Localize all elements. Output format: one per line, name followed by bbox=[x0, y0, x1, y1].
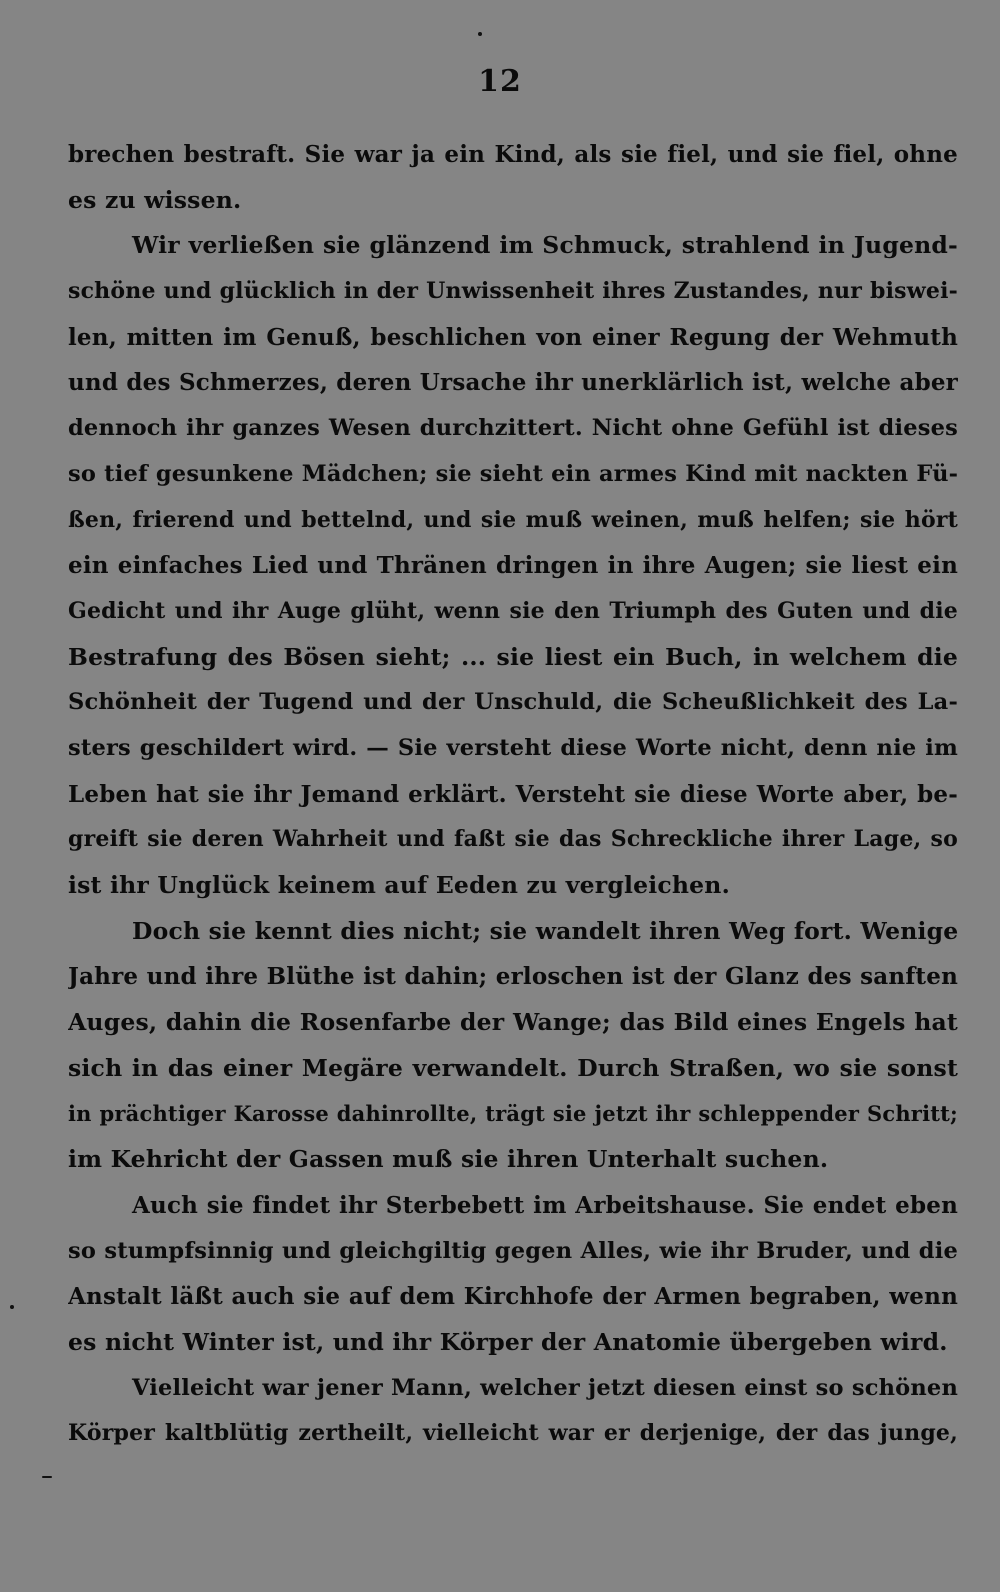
ink-speck bbox=[42, 1476, 52, 1478]
text-line: Schönheit der Tugend und der Unschuld, die Scheußlichkeit des La- bbox=[68, 689, 958, 716]
text-line: im Kehricht der Gassen muß sie ihren Unterhalt suchen. bbox=[68, 1145, 829, 1174]
text-line: so tief gesunkene Mädchen; sie sieht ein armes Kind mit nackten Fü- bbox=[68, 460, 958, 487]
text-line: Vielleicht war jener Mann, welcher jetzt diesen einst so schönen bbox=[132, 1374, 958, 1401]
text-line: Doch sie kennt dies nicht; sie wandelt ihren Weg fort. Wenige bbox=[132, 916, 958, 945]
ink-speck bbox=[10, 1305, 14, 1309]
text-line: Anstalt läßt auch sie auf dem Kirchhofe der Armen begraben, wenn bbox=[68, 1283, 958, 1311]
text-line: Gedicht und ihr Auge glüht, wenn sie den Triumph des Guten und die bbox=[68, 597, 958, 624]
text-line: brechen bestraft. Sie war ja ein Kind, als sie fiel, und sie fiel, ohne bbox=[68, 141, 958, 168]
text-line: Körper kaltblütig zertheilt, vielleicht war er derjenige, der das junge, bbox=[68, 1420, 958, 1447]
text-line: es zu wissen. bbox=[68, 185, 242, 214]
text-line: in prächtiger Karosse dahinrollte, trägt sie jetzt ihr schleppender Schritt; bbox=[68, 1101, 958, 1127]
text-line: Bestrafung des Bösen sieht; ... sie liest ein Buch, in welchem die bbox=[68, 642, 958, 671]
text-line: sich in das einer Megäre verwandelt. Durch Straßen, wo sie sonst bbox=[68, 1053, 958, 1082]
text-line: sters geschildert wird. — Sie versteht diese Worte nicht, denn nie im bbox=[68, 734, 958, 761]
text-line: dennoch ihr ganzes Wesen durchzittert. Nicht ohne Gefühl ist dieses bbox=[68, 415, 958, 442]
text-line: Wir verließen sie glänzend im Schmuck, strahlend in Jugend- bbox=[132, 231, 958, 260]
text-line: schöne und glücklich in der Unwissenheit ihres Zustandes, nur biswei- bbox=[68, 278, 958, 305]
text-line: Auch sie findet ihr Sterbebett im Arbeitshause. Sie endet eben bbox=[132, 1191, 958, 1219]
text-line: Auges, dahin die Rosenfarbe der Wange; das Bild eines Engels hat bbox=[68, 1008, 958, 1037]
text-line: ist ihr Unglück keinem auf Eeden zu vergleichen. bbox=[68, 871, 730, 899]
page-number: 12 bbox=[478, 64, 522, 99]
text-line: Leben hat sie ihr Jemand erklärt. Versteht sie diese Worte aber, be- bbox=[68, 780, 958, 808]
text-line: ein einfaches Lied und Thränen dringen in ihre Augen; sie liest ein bbox=[68, 552, 958, 580]
text-line: so stumpfsinnig und gleichgiltig gegen Alles, wie ihr Bruder, und die bbox=[68, 1237, 958, 1264]
text-line: len, mitten im Genuß, beschlichen von einer Regung der Wehmuth bbox=[68, 323, 958, 351]
text-line: und des Schmerzes, deren Ursache ihr unerklärlich ist, welche aber bbox=[68, 369, 958, 397]
text-line: ßen, frierend und bettelnd, und sie muß weinen, muß helfen; sie hört bbox=[68, 506, 958, 533]
ink-speck bbox=[478, 32, 482, 36]
text-line: Jahre und ihre Blüthe ist dahin; erloschen ist der Glanz des sanften bbox=[68, 963, 958, 991]
text-line: greift sie deren Wahrheit und faßt sie das Schreckliche ihrer Lage, so bbox=[68, 826, 958, 853]
body-text bbox=[68, 132, 958, 1457]
text-line: es nicht Winter ist, und ihr Körper der Anatomie übergeben wird. bbox=[68, 1327, 948, 1356]
